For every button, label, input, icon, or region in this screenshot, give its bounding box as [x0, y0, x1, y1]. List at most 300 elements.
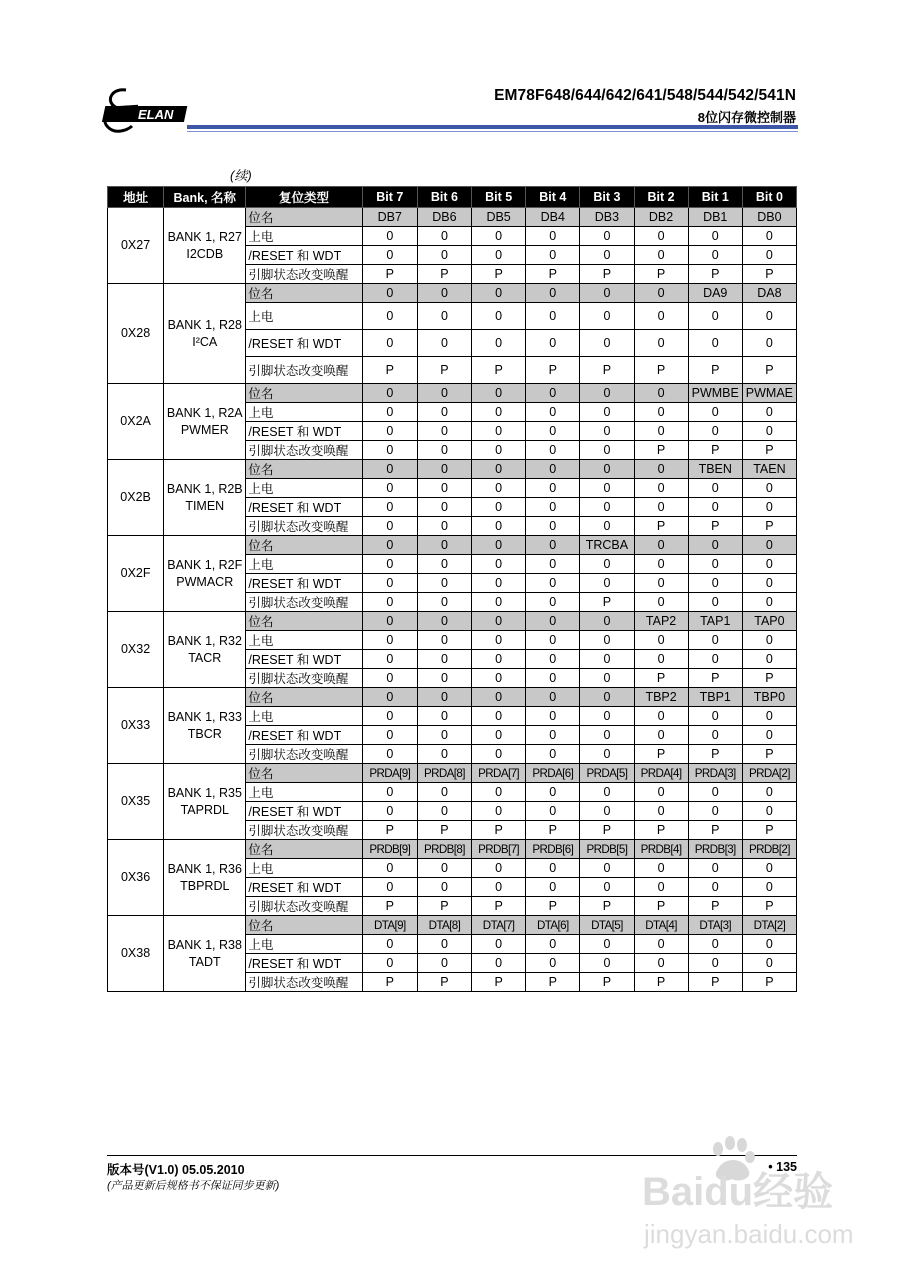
bit-cell: 0: [417, 935, 471, 954]
bit-cell: 0: [742, 303, 796, 330]
bit-cell: 0: [634, 246, 688, 265]
bit-cell: 0: [580, 555, 634, 574]
bit-cell: 0: [417, 284, 471, 303]
reset-type: /RESET 和 WDT: [246, 878, 362, 897]
bit-cell: 0: [580, 246, 634, 265]
reset-type: 引脚状态改变唤醒: [246, 745, 362, 764]
doc-subtitle: 8位闪存微控制器: [697, 110, 796, 125]
bit-cell: 0: [580, 878, 634, 897]
bit-cell: 0: [526, 460, 580, 479]
bit-cell: P: [580, 821, 634, 840]
bit-cell: 0: [417, 536, 471, 555]
bit-cell: 0: [526, 284, 580, 303]
bit-cell: TAP2: [634, 612, 688, 631]
table-row: [108, 916, 797, 935]
bit-cell: 0: [688, 650, 742, 669]
bit-cell: P: [634, 973, 688, 992]
bit-cell: 0: [742, 574, 796, 593]
bit-cell: 0: [580, 422, 634, 441]
bit-cell: 0: [472, 330, 526, 357]
register-bank-name: [164, 284, 246, 384]
bit-cell: 0: [526, 802, 580, 821]
bit-cell: 0: [417, 384, 471, 403]
bit-cell: 0: [472, 783, 526, 802]
register-bank: BANK 1, R2A: [166, 405, 243, 420]
bit-cell: 0: [742, 707, 796, 726]
bit-cell: 0: [742, 783, 796, 802]
reset-type: 引脚状态改变唤醒: [246, 593, 362, 612]
reset-type: /RESET 和 WDT: [246, 330, 362, 357]
bit-cell: P: [742, 517, 796, 536]
bit-cell: 0: [580, 612, 634, 631]
bit-cell: 0: [472, 878, 526, 897]
bit-cell: 0: [634, 555, 688, 574]
register-bank: BANK 1, R32: [167, 633, 242, 648]
page-number: • 135: [768, 1160, 797, 1174]
reset-type: 上电: [246, 783, 362, 802]
table-row: [108, 460, 797, 479]
bit-cell: 0: [526, 441, 580, 460]
bit-cell: 0: [580, 650, 634, 669]
bit-cell: 0: [417, 650, 471, 669]
register-bank-name: [164, 384, 246, 460]
bit-cell: 0: [472, 954, 526, 973]
bit-cell: 0: [688, 859, 742, 878]
bit-cell: P: [362, 357, 417, 384]
bit-cell: 0: [580, 631, 634, 650]
register-bank-name: [164, 916, 246, 992]
bit-cell: 0: [362, 498, 417, 517]
bit-cell: 0: [417, 783, 471, 802]
bit-cell: 0: [580, 227, 634, 246]
bit-cell: 0: [688, 403, 742, 422]
bit-cell: 0: [580, 954, 634, 973]
bit-cell: PRDB[7]: [472, 840, 526, 859]
bit-cell: P: [472, 265, 526, 284]
bit-cell: P: [742, 821, 796, 840]
bit-cell: P: [417, 357, 471, 384]
bit-cell: 0: [634, 650, 688, 669]
bit-cell: 0: [362, 284, 417, 303]
logo-text: ELAN: [138, 107, 174, 122]
bit-cell: 0: [472, 303, 526, 330]
bit-cell: DTA[8]: [417, 916, 471, 935]
bit-cell: 0: [362, 384, 417, 403]
reset-type: /RESET 和 WDT: [246, 498, 362, 517]
bit-cell: 0: [526, 859, 580, 878]
reset-type: /RESET 和 WDT: [246, 650, 362, 669]
bit-cell: P: [688, 821, 742, 840]
bit-cell: DB7: [362, 208, 417, 227]
register-name: TAPRDL: [180, 802, 229, 817]
bit-cell: 0: [634, 498, 688, 517]
bit-cell: 0: [580, 517, 634, 536]
header-cell: Bit 4: [526, 187, 580, 208]
bit-cell: 0: [742, 726, 796, 745]
bit-cell: 0: [472, 284, 526, 303]
bit-cell: 0: [688, 954, 742, 973]
bit-cell: DTA[7]: [472, 916, 526, 935]
bit-cell: 0: [472, 631, 526, 650]
bit-cell: P: [742, 357, 796, 384]
bit-cell: PRDB[3]: [688, 840, 742, 859]
bit-cell: PRDA[9]: [362, 764, 417, 783]
bit-cell: PRDB[2]: [742, 840, 796, 859]
bit-cell: P: [526, 265, 580, 284]
bit-cell: 0: [634, 593, 688, 612]
table-row: [108, 612, 797, 631]
bit-cell: 0: [688, 631, 742, 650]
bit-cell: 0: [417, 726, 471, 745]
bit-cell: 0: [742, 878, 796, 897]
bit-cell: 0: [742, 555, 796, 574]
reset-type: 上电: [246, 631, 362, 650]
bit-cell: 0: [688, 330, 742, 357]
bit-cell: 0: [472, 441, 526, 460]
bit-cell: DB5: [472, 208, 526, 227]
reset-type: /RESET 和 WDT: [246, 422, 362, 441]
bit-cell: 0: [526, 498, 580, 517]
bit-cell: 0: [634, 802, 688, 821]
bit-cell: P: [472, 357, 526, 384]
bit-cell: 0: [362, 631, 417, 650]
bit-cell: P: [472, 897, 526, 916]
reset-type: 位名: [246, 916, 362, 935]
register-address: 0X28: [108, 284, 164, 384]
bit-cell: 0: [742, 859, 796, 878]
bit-cell: 0: [580, 935, 634, 954]
bit-cell: 0: [526, 935, 580, 954]
bit-cell: 0: [417, 441, 471, 460]
bit-cell: 0: [417, 593, 471, 612]
bit-cell: DB1: [688, 208, 742, 227]
bit-cell: 0: [742, 403, 796, 422]
bit-cell: TBP2: [634, 688, 688, 707]
register-address: 0X35: [108, 764, 164, 840]
bit-cell: P: [688, 745, 742, 764]
bit-cell: 0: [417, 517, 471, 536]
bit-cell: 0: [472, 726, 526, 745]
bit-cell: DTA[9]: [362, 916, 417, 935]
table-row: [108, 840, 797, 859]
header-cell: Bit 1: [688, 187, 742, 208]
register-bank-name: [164, 208, 246, 284]
reset-type: 引脚状态改变唤醒: [246, 973, 362, 992]
bit-cell: P: [634, 517, 688, 536]
reset-type: 上电: [246, 403, 362, 422]
bit-cell: 0: [362, 935, 417, 954]
reset-type: 位名: [246, 840, 362, 859]
register-name: TBPRDL: [180, 878, 230, 893]
bit-cell: 0: [688, 726, 742, 745]
bit-cell: 0: [580, 460, 634, 479]
bit-cell: 0: [417, 612, 471, 631]
bit-cell: 0: [362, 612, 417, 631]
bit-cell: 0: [472, 650, 526, 669]
bit-cell: 0: [580, 441, 634, 460]
bit-cell: 0: [362, 593, 417, 612]
bit-cell: 0: [580, 479, 634, 498]
bit-cell: 0: [472, 669, 526, 688]
bit-cell: 0: [580, 574, 634, 593]
reset-type: 位名: [246, 764, 362, 783]
bit-cell: 0: [472, 612, 526, 631]
bit-cell: DB4: [526, 208, 580, 227]
bit-cell: 0: [362, 650, 417, 669]
register-address: 0X32: [108, 612, 164, 688]
header-cell: Bit 6: [417, 187, 471, 208]
bit-cell: 0: [362, 246, 417, 265]
bit-cell: 0: [472, 574, 526, 593]
bit-cell: 0: [526, 555, 580, 574]
bit-cell: 0: [526, 574, 580, 593]
header-cell: 地址: [108, 187, 164, 208]
reset-type: 引脚状态改变唤醒: [246, 517, 362, 536]
bit-cell: 0: [526, 246, 580, 265]
bit-cell: 0: [526, 593, 580, 612]
table-row: [108, 764, 797, 783]
bit-cell: PWMBE: [688, 384, 742, 403]
bit-cell: 0: [362, 783, 417, 802]
bit-cell: P: [634, 897, 688, 916]
bit-cell: 0: [634, 227, 688, 246]
bit-cell: DTA[2]: [742, 916, 796, 935]
bit-cell: 0: [472, 555, 526, 574]
bit-cell: 0: [634, 878, 688, 897]
bit-cell: 0: [472, 227, 526, 246]
reset-type: /RESET 和 WDT: [246, 246, 362, 265]
table-row: [108, 536, 797, 555]
bit-cell: DB2: [634, 208, 688, 227]
header-cell: Bank, 名称: [164, 187, 246, 208]
bit-cell: 0: [417, 498, 471, 517]
bit-cell: 0: [362, 441, 417, 460]
bit-cell: TRCBA: [580, 536, 634, 555]
register-bank-name: [164, 688, 246, 764]
bit-cell: DA9: [688, 284, 742, 303]
bit-cell: 0: [526, 954, 580, 973]
register-name: TACR: [188, 650, 222, 665]
register-bank-name: [164, 536, 246, 612]
footer-version: 版本号(V1.0) 05.05.2010: [107, 1163, 245, 1177]
bit-cell: 0: [472, 745, 526, 764]
bit-cell: PRDB[8]: [417, 840, 471, 859]
doc-title: EM78F648/644/642/641/548/544/542/541N: [494, 87, 796, 104]
bit-cell: 0: [362, 460, 417, 479]
register-address: 0X27: [108, 208, 164, 284]
bit-cell: 0: [472, 802, 526, 821]
bit-cell: DB6: [417, 208, 471, 227]
bit-cell: 0: [634, 403, 688, 422]
bit-cell: 0: [634, 954, 688, 973]
bit-cell: P: [580, 357, 634, 384]
bit-cell: 0: [526, 783, 580, 802]
bit-cell: 0: [472, 422, 526, 441]
bit-cell: 0: [526, 726, 580, 745]
bit-cell: P: [580, 593, 634, 612]
register-bank: BANK 1, R2F: [167, 557, 243, 572]
bit-cell: 0: [417, 707, 471, 726]
bit-cell: 0: [742, 227, 796, 246]
reset-type: 上电: [246, 935, 362, 954]
bit-cell: 0: [362, 688, 417, 707]
register-bank: BANK 1, R36: [167, 861, 242, 876]
bit-cell: 0: [634, 631, 688, 650]
bit-cell: 0: [362, 745, 417, 764]
bit-cell: 0: [362, 330, 417, 357]
header-cell: 复位类型: [246, 187, 362, 208]
baidu-watermark: [600, 1135, 860, 1255]
bit-cell: 0: [580, 403, 634, 422]
bit-cell: DTA[4]: [634, 916, 688, 935]
bit-cell: 0: [362, 878, 417, 897]
reset-type: 上电: [246, 859, 362, 878]
bit-cell: 0: [417, 303, 471, 330]
bit-cell: 0: [362, 422, 417, 441]
bit-cell: TAEN: [742, 460, 796, 479]
bit-cell: P: [688, 441, 742, 460]
bit-cell: 0: [526, 384, 580, 403]
reset-type: /RESET 和 WDT: [246, 574, 362, 593]
bit-cell: P: [634, 821, 688, 840]
bit-cell: DTA[5]: [580, 916, 634, 935]
bit-cell: DTA[6]: [526, 916, 580, 935]
bit-cell: 0: [526, 669, 580, 688]
header-cell: Bit 0: [742, 187, 796, 208]
bit-cell: 0: [526, 631, 580, 650]
bit-cell: TBEN: [688, 460, 742, 479]
bit-cell: 0: [634, 935, 688, 954]
bit-cell: 0: [526, 403, 580, 422]
bit-cell: 0: [634, 422, 688, 441]
bit-cell: 0: [634, 303, 688, 330]
bit-cell: PRDB[4]: [634, 840, 688, 859]
bit-cell: 0: [580, 669, 634, 688]
watermark-url: jingyan.baidu.com: [644, 1219, 854, 1249]
reset-type: 位名: [246, 208, 362, 227]
bit-cell: 0: [417, 555, 471, 574]
bit-cell: 0: [472, 593, 526, 612]
bit-cell: P: [526, 357, 580, 384]
bit-cell: DA8: [742, 284, 796, 303]
register-bank-name: [164, 840, 246, 916]
bit-cell: 0: [417, 403, 471, 422]
bit-cell: 0: [417, 330, 471, 357]
bit-cell: 0: [580, 330, 634, 357]
reset-type: 位名: [246, 284, 362, 303]
reset-type: /RESET 和 WDT: [246, 954, 362, 973]
watermark-text: Baidu经验: [642, 1170, 834, 1214]
reset-type: 上电: [246, 707, 362, 726]
bit-cell: 0: [742, 954, 796, 973]
bit-cell: P: [362, 821, 417, 840]
bit-cell: 0: [362, 403, 417, 422]
bit-cell: 0: [580, 745, 634, 764]
bit-cell: 0: [417, 859, 471, 878]
register-address: 0X33: [108, 688, 164, 764]
continued-label: (续): [230, 168, 252, 183]
bit-cell: 0: [688, 593, 742, 612]
bit-cell: 0: [742, 593, 796, 612]
bit-cell: 0: [742, 802, 796, 821]
bit-cell: 0: [580, 859, 634, 878]
bit-cell: 0: [362, 227, 417, 246]
bit-cell: P: [417, 897, 471, 916]
bit-cell: 0: [362, 669, 417, 688]
register-bank-name: [164, 764, 246, 840]
bit-cell: P: [580, 973, 634, 992]
bit-cell: PRDA[3]: [688, 764, 742, 783]
bit-cell: P: [634, 669, 688, 688]
register-bank: BANK 1, R38: [167, 937, 242, 952]
bit-cell: 0: [688, 555, 742, 574]
bit-cell: 0: [742, 935, 796, 954]
bit-cell: PRDA[2]: [742, 764, 796, 783]
bit-cell: 0: [362, 726, 417, 745]
bit-cell: 0: [417, 227, 471, 246]
reset-type: 位名: [246, 460, 362, 479]
bit-cell: 0: [417, 954, 471, 973]
bit-cell: TBP1: [688, 688, 742, 707]
bit-cell: 0: [472, 707, 526, 726]
footer-note: (产品更新后规格书不保证同步更新): [107, 1180, 280, 1192]
bit-cell: P: [742, 669, 796, 688]
reset-type: 引脚状态改变唤醒: [246, 265, 362, 284]
bit-cell: P: [634, 745, 688, 764]
header-rule: [187, 125, 798, 129]
register-bank: BANK 1, R2B: [166, 481, 243, 496]
bit-cell: 0: [688, 246, 742, 265]
bit-cell: 0: [362, 479, 417, 498]
bit-cell: P: [526, 897, 580, 916]
reset-type: 位名: [246, 536, 362, 555]
bit-cell: 0: [472, 460, 526, 479]
bit-cell: P: [526, 973, 580, 992]
bit-cell: P: [362, 897, 417, 916]
bit-cell: PRDA[6]: [526, 764, 580, 783]
header-cell: Bit 7: [362, 187, 417, 208]
bit-cell: PWMAE: [742, 384, 796, 403]
bit-cell: 0: [742, 246, 796, 265]
bit-cell: 0: [362, 536, 417, 555]
register-address: 0X2F: [108, 536, 164, 612]
bit-cell: P: [472, 821, 526, 840]
bit-cell: 0: [526, 536, 580, 555]
bit-cell: 0: [472, 536, 526, 555]
bit-cell: P: [472, 973, 526, 992]
register-address: 0X36: [108, 840, 164, 916]
bit-cell: P: [417, 265, 471, 284]
bit-cell: 0: [742, 650, 796, 669]
bit-cell: 0: [634, 859, 688, 878]
bit-cell: PRDB[5]: [580, 840, 634, 859]
bit-cell: DTA[3]: [688, 916, 742, 935]
register-bank: BANK 1, R35: [167, 785, 242, 800]
bit-cell: DB3: [580, 208, 634, 227]
bit-cell: 0: [688, 422, 742, 441]
bit-cell: TAP1: [688, 612, 742, 631]
bit-cell: P: [688, 973, 742, 992]
register-address: 0X2A: [108, 384, 164, 460]
register-name: TIMEN: [185, 498, 225, 513]
header-cell: Bit 2: [634, 187, 688, 208]
bit-cell: P: [688, 517, 742, 536]
bit-cell: PRDB[9]: [362, 840, 417, 859]
bit-cell: 0: [580, 498, 634, 517]
bit-cell: 0: [417, 631, 471, 650]
bit-cell: 0: [526, 650, 580, 669]
bit-cell: 0: [688, 227, 742, 246]
